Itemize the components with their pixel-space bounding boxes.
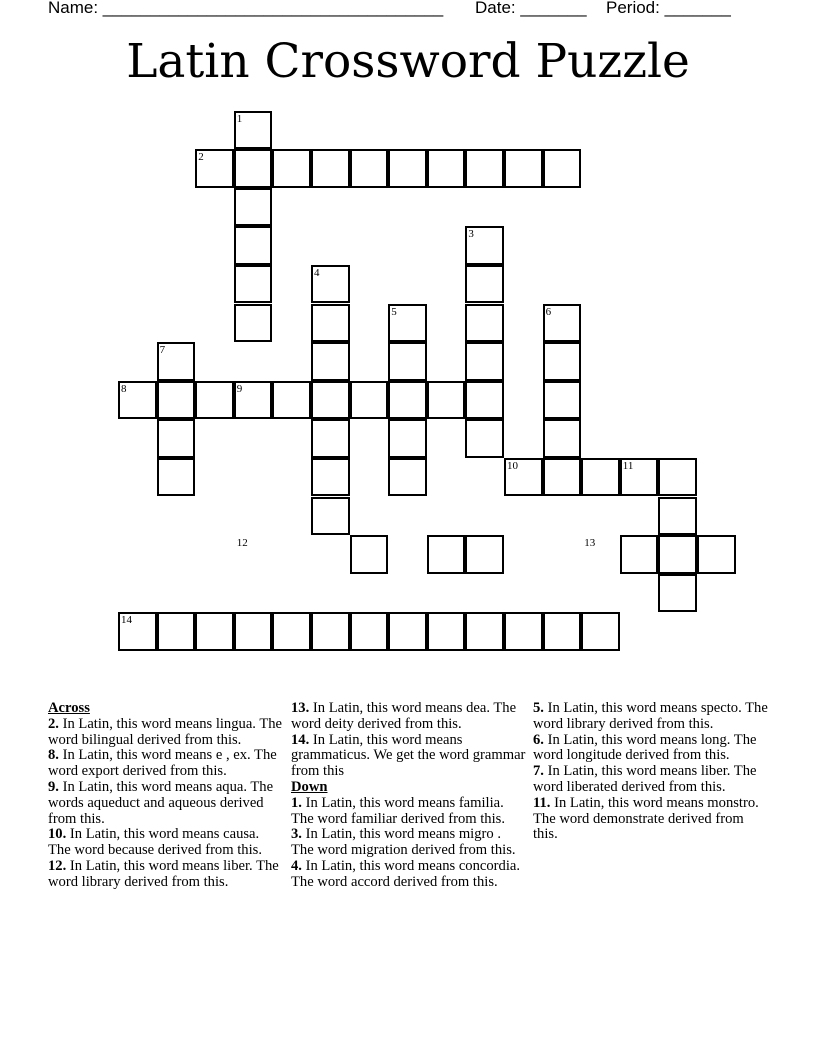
clue-item-text: In Latin, this word means long. The word longitude derived from this. (533, 731, 757, 764)
clue-number-label: 10 (507, 459, 518, 472)
clue-item (533, 796, 769, 843)
grid-cell[interactable] (465, 265, 504, 304)
grid-cell[interactable] (658, 458, 697, 497)
clue-number-label: 6 (545, 305, 552, 318)
grid-cell[interactable] (350, 535, 389, 574)
clue-column-3 (533, 701, 769, 843)
grid-cell[interactable] (427, 149, 466, 188)
grid-cell[interactable] (465, 304, 504, 343)
clue-item-text: In Latin, this word means familia. The word familiar derived from this. (291, 794, 505, 827)
grid-cell[interactable] (311, 458, 350, 497)
clue-number-label: 3 (468, 228, 474, 241)
grid-cell[interactable] (157, 381, 196, 420)
clue-item (533, 701, 769, 733)
clue-number-label: 2 (198, 151, 204, 164)
clue-item-number: 14. (291, 731, 310, 748)
clue-item (291, 733, 527, 780)
grid-cell[interactable] (311, 612, 350, 651)
grid-cell[interactable] (272, 381, 311, 420)
grid-cell[interactable] (658, 497, 697, 536)
clue-number-label: 11 (622, 459, 634, 472)
grid-cell[interactable] (543, 612, 582, 651)
clue-item (48, 748, 284, 780)
grid-cell[interactable] (465, 535, 504, 574)
clue-number-label: 7 (159, 344, 166, 357)
grid-cell[interactable] (350, 612, 389, 651)
clue-number-label: 5 (391, 305, 397, 318)
clue-item-number: 9. (48, 778, 59, 795)
clue-number-label: 14 (121, 614, 132, 627)
clue-number-label: 4 (314, 266, 320, 279)
clue-item-number: 4. (291, 857, 302, 874)
clue-item-number: 3. (291, 826, 302, 843)
grid-cell[interactable] (234, 265, 273, 304)
grid-cell[interactable] (388, 419, 427, 458)
grid-cell[interactable] (427, 612, 466, 651)
grid-cell[interactable] (311, 419, 350, 458)
grid-cell[interactable] (465, 612, 504, 651)
clue-number-label: 8 (121, 382, 127, 395)
grid-cell[interactable] (195, 381, 234, 420)
clue-item (48, 717, 284, 749)
grid-cell[interactable] (157, 612, 196, 651)
clue-item (291, 827, 527, 859)
clue-item-number: 2. (48, 715, 59, 732)
clue-heading-across: Across (48, 700, 90, 716)
grid-cell[interactable] (311, 381, 350, 420)
grid-cell[interactable] (504, 149, 543, 188)
clue-number-label: 1 (236, 112, 243, 125)
name-field-label: Name: ____________________________________ (48, 0, 444, 17)
clue-item-text: In Latin, this word means monstro. The word demonstrate derived from this. (533, 794, 759, 843)
clue-item (291, 859, 527, 891)
clue-item-text: In Latin, this word means specto. The word library derived from this. (533, 700, 768, 732)
grid-cell[interactable] (311, 304, 350, 343)
grid-cell[interactable] (234, 304, 273, 343)
clue-item-number: 1. (291, 794, 302, 811)
clue-item-text: In Latin, this word means grammaticus. We get the word grammar from this (291, 731, 526, 780)
clue-item-text: In Latin, this word means causa. The word because derived from this. (48, 826, 262, 859)
grid-cell[interactable] (581, 612, 620, 651)
clue-item-number: 11. (533, 794, 551, 811)
grid-cell[interactable] (388, 149, 427, 188)
grid-cell[interactable] (581, 458, 620, 497)
clue-item-text: In Latin, this word means migro . The word migration derived from this. (291, 826, 516, 859)
clue-number-label: 9 (236, 382, 243, 395)
grid-cell[interactable] (311, 149, 350, 188)
clue-item (48, 859, 284, 891)
clue-item (533, 764, 769, 796)
clue-item-text: In Latin, this word means concordia. The word accord derived from this. (291, 857, 520, 890)
grid-cell[interactable] (427, 381, 466, 420)
grid-cell[interactable] (388, 458, 427, 497)
date-field-label: Date: _______ (475, 0, 587, 17)
grid-cell[interactable] (272, 612, 311, 651)
grid-cell[interactable] (465, 419, 504, 458)
grid-cell[interactable] (697, 535, 736, 574)
clue-item (533, 733, 769, 765)
grid-cell[interactable] (157, 458, 196, 497)
grid-cell[interactable] (658, 535, 697, 574)
period-field-label: Period: _______ (606, 0, 731, 17)
grid-cell[interactable] (234, 226, 273, 265)
grid-cell[interactable] (504, 612, 543, 651)
grid-cell[interactable] (234, 612, 273, 651)
clue-item-number: 10. (48, 826, 67, 843)
clue-item-text: In Latin, this word means liber. The word liberated derived from this. (533, 763, 757, 795)
grid-cell[interactable] (311, 497, 350, 536)
clue-item-text: In Latin, this word means e , ex. The word export derived from this. (48, 747, 277, 780)
grid-cell[interactable] (543, 458, 582, 497)
clue-item-text: In Latin, this word means liber. The word library derived from this. (48, 857, 279, 890)
clue-item-number: 7. (533, 763, 544, 780)
grid-cell[interactable] (195, 612, 234, 651)
grid-cell[interactable] (388, 342, 427, 381)
clue-column-1 (48, 701, 284, 891)
clue-item-number: 6. (533, 731, 544, 748)
clue-item-text: In Latin, this word means dea. The word deity derived from this. (291, 700, 517, 732)
clue-item-number: 13. (291, 700, 310, 716)
clue-item-number: 8. (48, 747, 59, 764)
clue-item-number: 12. (48, 857, 67, 874)
grid-cell[interactable] (543, 342, 582, 381)
grid-cell[interactable] (234, 149, 273, 188)
clue-number-label: 12 (236, 537, 248, 550)
clue-item (291, 796, 527, 828)
clue-item (48, 827, 284, 859)
grid-cell[interactable] (350, 149, 389, 188)
grid-cell[interactable] (543, 381, 582, 420)
grid-cell[interactable] (350, 381, 389, 420)
grid-cell[interactable] (157, 419, 196, 458)
clue-item-number: 5. (533, 700, 544, 716)
grid-cell[interactable] (311, 342, 350, 381)
grid-cell[interactable] (543, 149, 582, 188)
clue-item (48, 780, 284, 827)
clue-number-label: 13 (584, 537, 596, 550)
clue-column-2 (291, 701, 527, 891)
grid-cell[interactable] (427, 535, 466, 574)
grid-cell[interactable] (465, 342, 504, 381)
grid-cell[interactable] (388, 381, 427, 420)
grid-cell[interactable] (388, 612, 427, 651)
clue-item (291, 701, 527, 733)
grid-cell[interactable] (543, 419, 582, 458)
puzzle-title: Latin Crossword Puzzle (126, 34, 690, 89)
clue-item-text: In Latin, this word means lingua. The word bilingual derived from this. (48, 715, 283, 748)
clue-heading-down: Down (291, 778, 328, 795)
grid-cell[interactable] (465, 381, 504, 420)
grid-cell[interactable] (465, 149, 504, 188)
grid-cell[interactable] (234, 188, 273, 227)
grid-cell[interactable] (620, 535, 659, 574)
grid-cell[interactable] (658, 574, 697, 613)
clue-item-text: In Latin, this word means aqua. The words aqueduct and aqueous derived from this. (48, 778, 274, 827)
grid-cell[interactable] (272, 149, 311, 188)
